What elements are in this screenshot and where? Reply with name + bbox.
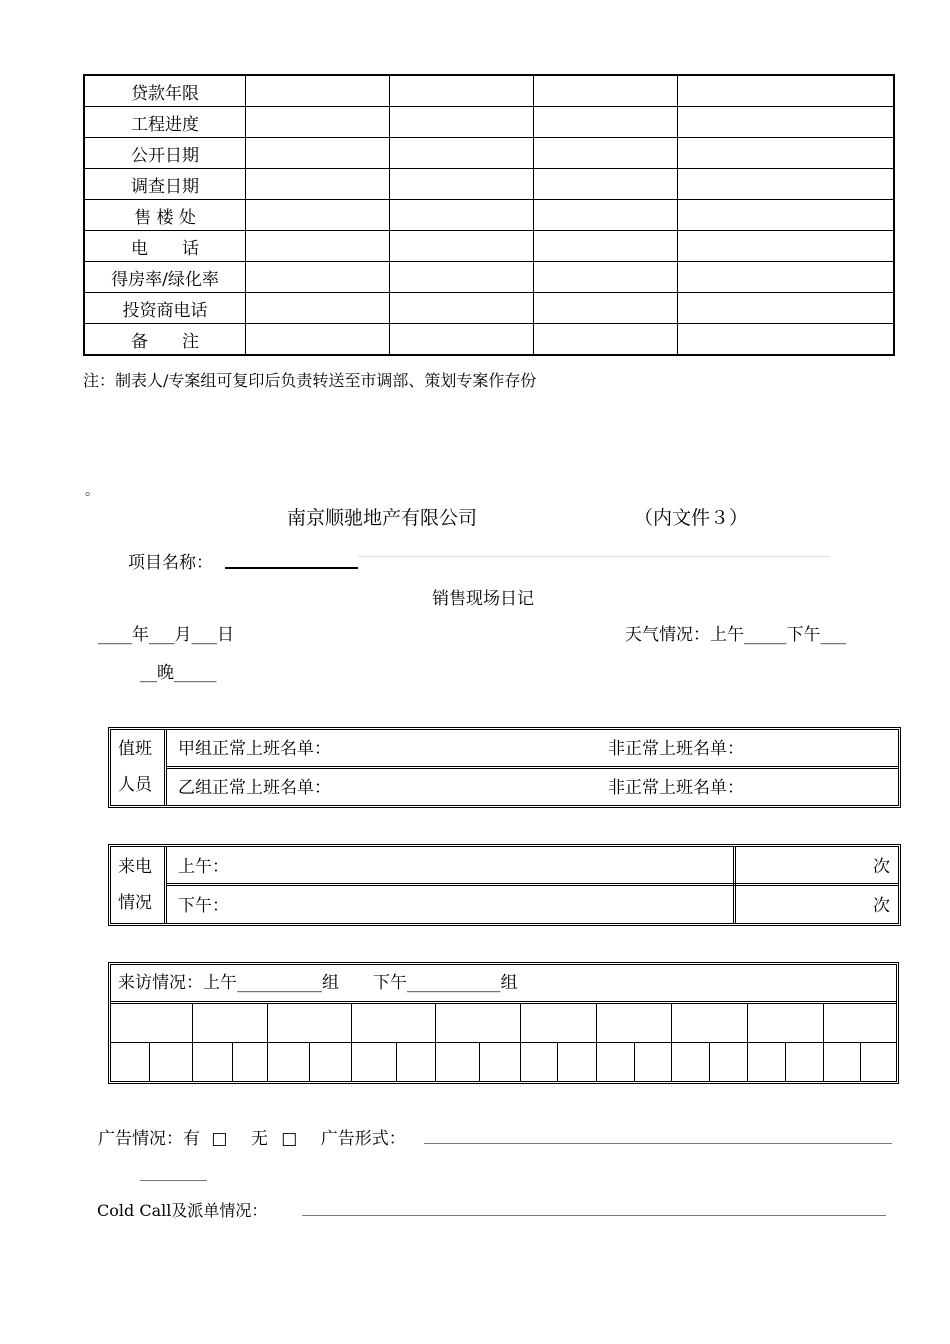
row-label: 备 注 [84,324,246,356]
table-cell[interactable] [390,200,534,231]
table-row [84,324,894,356]
visits-header[interactable]: 来访情况：上午__________组 下午___________组 [118,973,518,993]
visit-grid-line [396,1043,397,1082]
ads-none-label: 无 [250,1129,268,1149]
ads-form-field-cont[interactable] [140,1180,207,1181]
duty-label-2: 人员 [118,775,152,795]
visit-grid-line [192,1043,193,1082]
faint-rule [358,556,830,557]
table-cell[interactable] [390,293,534,324]
table-cell[interactable] [390,262,534,293]
table-cell[interactable] [246,200,390,231]
visit-grid-line [747,1003,748,1043]
group-a-irregular[interactable]: 非正常上班名单： [608,739,744,759]
table-cell[interactable] [246,262,390,293]
visits-row-divider [110,1042,897,1043]
visit-grid-line [520,1003,521,1043]
visit-grid-line [823,1003,824,1043]
calls-label-1: 来电 [118,857,152,877]
visit-grid-line [479,1043,480,1082]
ads-form-field[interactable] [424,1143,892,1144]
table-cell[interactable] [390,138,534,169]
table-row [84,138,894,169]
separator-dot: 。 [85,483,99,499]
calls-unit-afternoon: 次 [873,896,890,916]
table-cell[interactable] [246,169,390,200]
company-title: 南京顺驰地产有限公司 [287,507,478,529]
document-code: （内文件３） [634,507,749,529]
weather-field[interactable]: 天气情况：上午_____下午___ [625,625,846,645]
visit-grid-line [709,1043,710,1082]
table-cell[interactable] [678,75,894,107]
visit-grid-line [596,1043,597,1082]
cold-call-label: Cold Call及派单情况： [97,1201,268,1220]
table-cell[interactable] [534,262,678,293]
visit-grid-line [634,1043,635,1082]
row-label: 得房率/绿化率 [84,262,246,293]
table-cell[interactable] [390,75,534,107]
ads-line [98,1124,406,1149]
duty-row-divider [166,766,899,769]
visit-grid-line [671,1003,672,1043]
table-row [84,169,894,200]
visit-grid-line [351,1003,352,1043]
table-row [84,200,894,231]
visit-grid-line [596,1003,597,1043]
visit-grid-line [435,1003,436,1043]
visit-grid-line [192,1003,193,1043]
visit-grid-line [309,1043,310,1082]
table-row [84,262,894,293]
table-row [84,75,894,107]
table-cell[interactable] [534,293,678,324]
table-cell[interactable] [678,324,894,356]
row-label: 贷款年限 [84,75,246,107]
visit-grid-line [823,1043,824,1082]
table-cell[interactable] [534,107,678,138]
row-label: 调查日期 [84,169,246,200]
table-cell[interactable] [390,107,534,138]
project-name-field[interactable] [225,567,358,569]
table-row [84,231,894,262]
table-cell[interactable] [678,169,894,200]
table-cell[interactable] [534,138,678,169]
visit-grid-line [785,1043,786,1082]
ads-label: 广告情况：有 [98,1129,200,1149]
table-cell[interactable] [390,231,534,262]
table-cell[interactable] [678,138,894,169]
table-cell[interactable] [246,324,390,356]
table-cell[interactable] [246,293,390,324]
table-cell[interactable] [678,200,894,231]
project-name-label: 项目名称： [128,553,213,573]
table-cell[interactable] [390,169,534,200]
visit-grid-line [860,1043,861,1082]
calls-unit-morning: 次 [873,857,890,877]
row-label: 工程进度 [84,107,246,138]
visit-grid-line [149,1043,150,1082]
table-cell[interactable] [678,262,894,293]
visit-grid-line [747,1043,748,1082]
calls-row-divider [166,883,899,886]
table-row [84,293,894,324]
visits-header-divider [110,1001,897,1004]
row-label: 电 话 [84,231,246,262]
table-cell[interactable] [534,231,678,262]
visit-grid-line [267,1003,268,1043]
table-note: 注：制表人/专案组可复印后负责转送至市调部、策划专案作存份 [83,371,537,390]
table-cell[interactable] [534,200,678,231]
row-label: 投资商电话 [84,293,246,324]
table-row [84,107,894,138]
group-b-regular[interactable]: 乙组正常上班名单： [178,778,331,798]
evening-weather-field[interactable]: __晚_____ [140,663,217,683]
visit-grid-line [232,1043,233,1082]
form-title: 销售现场日记 [432,589,534,609]
visit-grid-line [520,1043,521,1082]
table-cell[interactable] [678,293,894,324]
table-cell[interactable] [534,75,678,107]
visit-grid-line [557,1043,558,1082]
ads-no-checkbox[interactable]: □ [281,1129,298,1149]
table-cell[interactable] [534,324,678,356]
ads-yes-checkbox[interactable]: □ [211,1129,228,1149]
table-cell[interactable] [678,231,894,262]
visit-grid-line [267,1043,268,1082]
table-cell[interactable] [534,169,678,200]
calls-label-2: 情况 [118,893,152,913]
table-cell[interactable] [246,138,390,169]
group-b-irregular[interactable]: 非正常上班名单： [608,778,744,798]
duty-label-1: 值班 [118,739,152,759]
calls-morning[interactable]: 上午： [178,857,229,877]
table-cell[interactable] [678,107,894,138]
calls-afternoon[interactable]: 下午： [178,896,229,916]
table-cell[interactable] [246,107,390,138]
row-label: 公开日期 [84,138,246,169]
table-cell[interactable] [246,75,390,107]
table-cell[interactable] [390,324,534,356]
ads-form-label: 广告形式： [320,1129,406,1149]
date-field[interactable]: ____年___月___日 [98,625,234,645]
row-label: 售 楼 处 [84,200,246,231]
visit-grid-line [351,1043,352,1082]
visit-grid-line [671,1043,672,1082]
visit-grid-line [435,1043,436,1082]
info-table [83,74,895,356]
group-a-regular[interactable]: 甲组正常上班名单： [178,739,331,759]
cold-call-field[interactable] [302,1215,886,1216]
table-cell[interactable] [246,231,390,262]
